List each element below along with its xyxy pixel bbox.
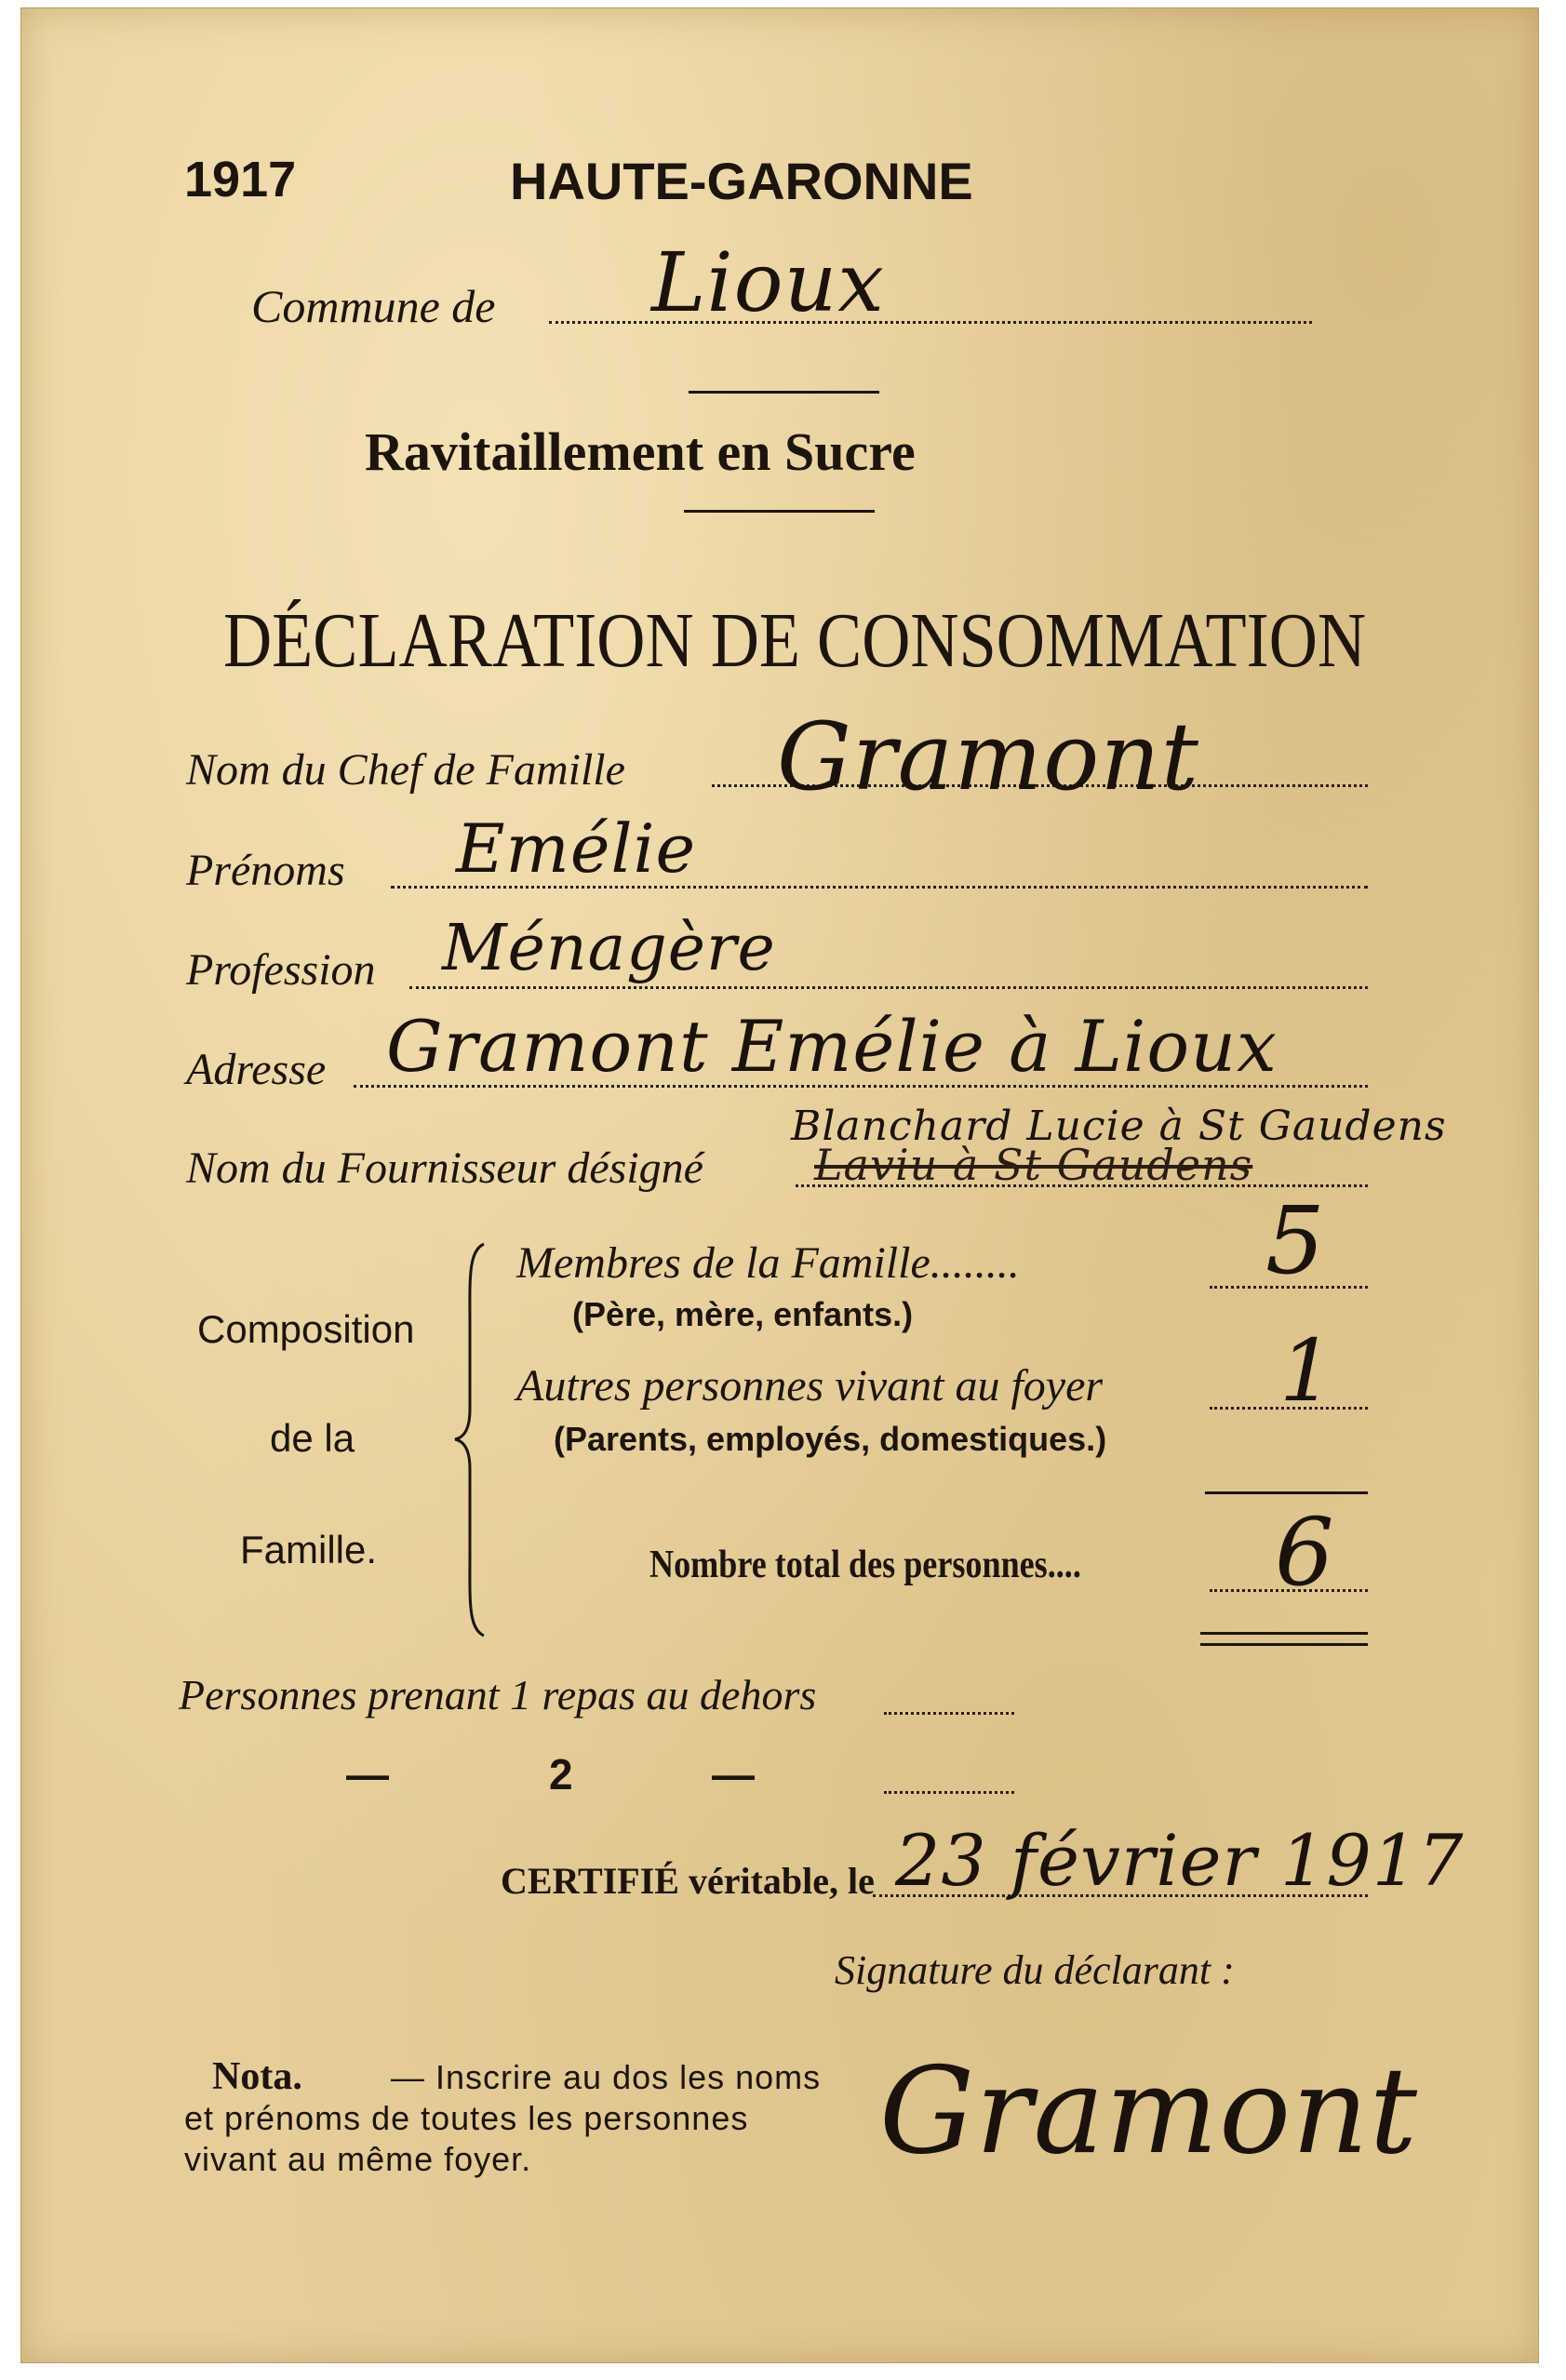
main-title: DÉCLARATION DE CONSOMMATION bbox=[223, 597, 1367, 684]
department: HAUTE-GARONNE bbox=[510, 152, 973, 210]
adresse-label: Adresse bbox=[186, 1045, 327, 1094]
profession-label: Profession bbox=[186, 945, 376, 995]
certifie-label: CERTIFIÉ véritable, le bbox=[501, 1860, 875, 1902]
year: 1917 bbox=[184, 152, 297, 207]
commune-label: Commune de bbox=[251, 280, 496, 332]
membres-label: Membres de la Famille........ bbox=[516, 1238, 1020, 1288]
fournisseur-label: Nom du Fournisseur désigné bbox=[186, 1143, 703, 1193]
nota-line-2: et prénoms de toutes les personnes bbox=[184, 2099, 749, 2137]
nota-head: Nota. bbox=[212, 2055, 302, 2098]
repas-dotted-line-2 bbox=[884, 1791, 1014, 1794]
divider-bottom bbox=[684, 510, 875, 513]
fournisseur-struck-text: Laviu à St Gaudens bbox=[814, 1140, 1253, 1190]
composition-label-2: de la bbox=[270, 1416, 355, 1460]
autres-label: Autres personnes vivant au foyer bbox=[516, 1361, 1104, 1411]
signature-handwritten: Gramont bbox=[879, 2042, 1419, 2181]
composition-label-3: Famille. bbox=[240, 1528, 378, 1571]
repas-line-1: Personnes prenant 1 repas au dehors bbox=[179, 1671, 817, 1718]
nota-line-1: — Inscrire au dos les noms bbox=[391, 2058, 822, 2096]
profession-dotted-line bbox=[409, 986, 1368, 989]
prenoms-label: Prénoms bbox=[186, 846, 345, 895]
composition-brace bbox=[451, 1242, 489, 1638]
signature-label: Signature du déclarant : bbox=[835, 1947, 1235, 1993]
date-handwritten: 23 février 1917 bbox=[895, 1819, 1465, 1902]
chef-handwritten: Gramont bbox=[777, 702, 1199, 811]
subtitle: Ravitaillement en Sucre bbox=[365, 421, 916, 482]
total-rule-top bbox=[1205, 1491, 1368, 1494]
autres-handwritten: 1 bbox=[1279, 1321, 1335, 1421]
nota-line-3: vivant au même foyer. bbox=[184, 2140, 532, 2178]
commune-handwritten: Lioux bbox=[651, 234, 885, 330]
repas-number-2: 2 bbox=[549, 1750, 573, 1798]
adresse-handwritten: Gramont Emélie à Lioux bbox=[386, 1005, 1278, 1088]
total-handwritten: 6 bbox=[1275, 1498, 1335, 1607]
fournisseur-handwritten: Blanchard Lucie à St Gaudens bbox=[791, 1103, 1447, 1150]
prenoms-handwritten: Emélie bbox=[456, 809, 697, 888]
profession-handwritten: Ménagère bbox=[442, 912, 776, 985]
repas-dotted-line-1 bbox=[884, 1712, 1014, 1715]
chef-label: Nom du Chef de Famille bbox=[186, 745, 625, 795]
repas-dash-left: — bbox=[346, 1750, 389, 1798]
total-double-rule-1 bbox=[1200, 1632, 1368, 1635]
membres-handwritten: 5 bbox=[1265, 1186, 1326, 1295]
divider-top bbox=[689, 391, 879, 394]
membres-sub: (Père, mère, enfants.) bbox=[572, 1295, 914, 1333]
total-label: Nombre total des personnes.... bbox=[649, 1544, 1081, 1586]
total-double-rule-2 bbox=[1200, 1643, 1368, 1646]
composition-label-1: Composition bbox=[197, 1307, 415, 1351]
autres-sub: (Parents, employés, domestiques.) bbox=[554, 1420, 1107, 1458]
repas-dash-right: — bbox=[712, 1750, 755, 1798]
